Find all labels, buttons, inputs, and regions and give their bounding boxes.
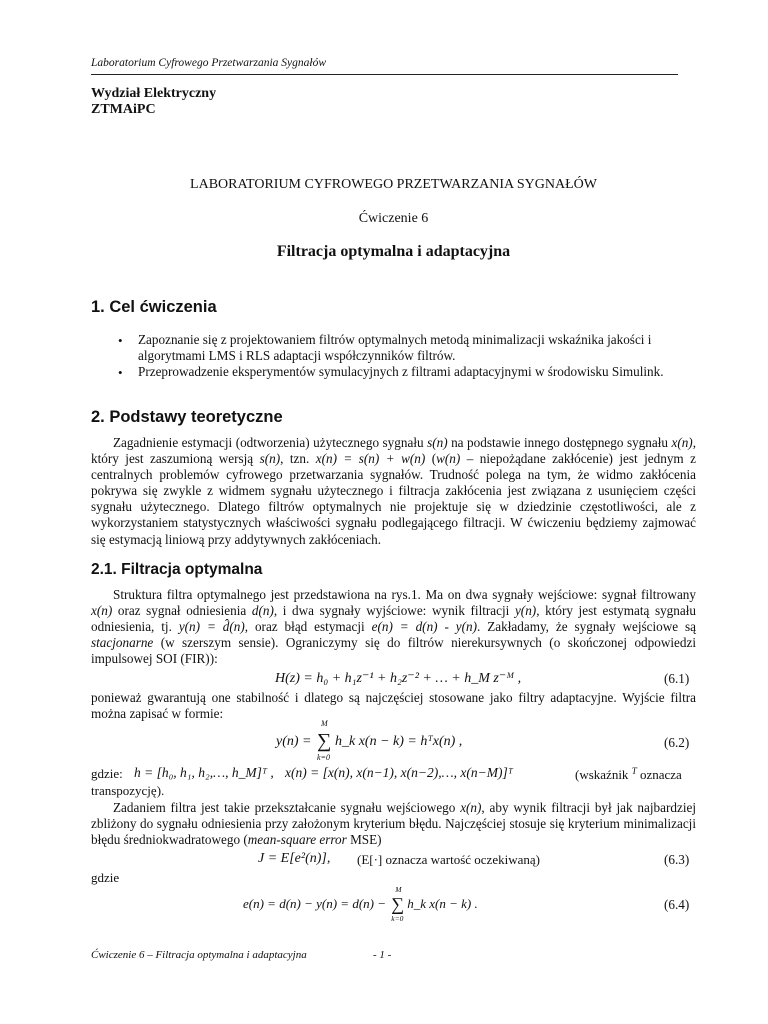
department-name: ZTMAiPC (91, 102, 156, 117)
paragraph-structure: Struktura filtra optymalnego jest przedstawiona na rys.1. Ma on dwa sygnały wejściowe: sygnał filtrowany x(n) oraz sygnał odniesienia d(n), i dwa sygnały wyjściowe: wynik filtracji y(n), który jest estymatą sygnału odniesienia, tj. y(n) = d̂(n), oraz błąd estymacji e(n) = d(n) - y(n). Zakładamy, że sygnały wejściowe są stacjonarne (w szerszym sensie). Ograniczymy się do filtrów nierekursywnych (o skończonej odpowiedzi impulsowej SOI (FIR)): (91, 587, 697, 667)
footer-title: Ćwiczenie 6 – Filtracja optymalna i adaptacyjna (91, 949, 307, 961)
equation-6-1-number: (6.1) (664, 671, 690, 686)
bullet-2-text: Przeprowadzenie eksperymentów symulacyjnych z filtrami adaptacyjnymi w środowisku Simulink. (138, 364, 664, 379)
where-label: gdzie: (91, 766, 123, 781)
page-number: - 1 - (373, 949, 392, 961)
bullet-1-text: Zapoznanie się z projektowaniem filtrów optymalnych metodą minimalizacji wskaźnika jakości i algorytmami LMS i RLS adaptacji współczynników filtrów. (138, 332, 652, 363)
paragraph-estimation: Zagadnienie estymacji (odtworzenia) użytecznego sygnału s(n) na podstawie innego dostępnego sygnału x(n), który jest zaszumioną wersją s(n), tzn. x(n) = s(n) + w(n) (w(n) – niepożądane zakłócenie) jest jednym z centralnych problemów cyfrowego przetwarzania sygnałów. Trudność polega na tym, że widmo zakłócenia pokrywa się zwykle z widmem sygnału użytecznego i filtracja zakłócenia jest związana z usunięciem części sygnału użytecznego. Dlatego filtrów optymalnych nie projektuje się w dziedzinie częstotliwości, ale z wykorzystaniem statystycznych właściwości sygnału podlegającego filtracji. W ćwiczeniu będziemy zajmować się estymacją liniową przy addytywnych zakłóceniach. (91, 435, 696, 547)
bullet-2-marker: • (118, 365, 123, 380)
lab-title: LABORATORIUM CYFROWEGO PRZETWARZANIA SYGNAŁÓW (190, 177, 597, 192)
equation-6-4-number: (6.4) (664, 897, 690, 912)
equation-6-4: e(n) = d(n) − y(n) = d(n) − ∑ M k=0 h_k x(n − k) . (243, 885, 478, 924)
where-label-2: gdzie (91, 870, 120, 885)
section-2-heading: 2. Podstawy teoretyczne (91, 408, 283, 426)
faculty-name: Wydział Elektryczny (91, 86, 217, 101)
faculty-block (91, 86, 216, 118)
equation-6-2: y(n) = ∑ M k=0 h_k x(n − k) = hᵀx(n) , (276, 719, 463, 762)
equation-6-3-number: (6.3) (664, 852, 690, 867)
equation-6-1: H(z) = h₀ + h₁z⁻¹ + h₂z⁻² + … + h_M z⁻ᴹ , (275, 671, 522, 686)
transpose-note: (wskaźnik $^T$ oznacza (575, 766, 682, 782)
equation-6-3: J = E[e²(n)], (258, 851, 331, 866)
header-rule (91, 74, 678, 75)
paragraph-stability: ponieważ gwarantują one stabilność i dlatego są najczęściej stosowane jako filtry adaptacyjne. Wyjście filtra można zapisać w formie: (91, 690, 696, 722)
document-title: Filtracja optymalna i adaptacyjna (276, 243, 511, 260)
exercise-number: Ćwiczenie 6 (358, 211, 429, 226)
section-2-1-heading: 2.1. Filtracja optymalna (91, 561, 263, 578)
paragraph-task: Zadaniem filtra jest takie przekształcanie sygnału wejściowego x(n), aby wynik filtracji był jak najbardziej zbliżony do sygnału odniesienia przy założonym kryterium błędu. Najczęściej stosuje się kryterium minimalizacji błędu średniokwadratowego (mean-square error MSE) (91, 800, 697, 848)
expectation-note: (E[·] oznacza wartość oczekiwaną) (357, 852, 540, 867)
vector-x: x(n) = [x(n), x(n−1), x(n−2),…, x(n−M)]ᵀ (285, 765, 513, 780)
equation-6-2-number: (6.2) (664, 735, 690, 750)
running-header: Laboratorium Cyfrowego Przetwarzania Sygnałów (91, 57, 327, 69)
bullet-1-marker: • (118, 333, 123, 348)
transpose-note-end: transpozycję). (91, 783, 165, 798)
vector-h: h = [h₀, h₁, h₂,…, h_M]ᵀ , (134, 765, 274, 780)
section-1-heading: 1. Cel ćwiczenia (91, 298, 217, 316)
